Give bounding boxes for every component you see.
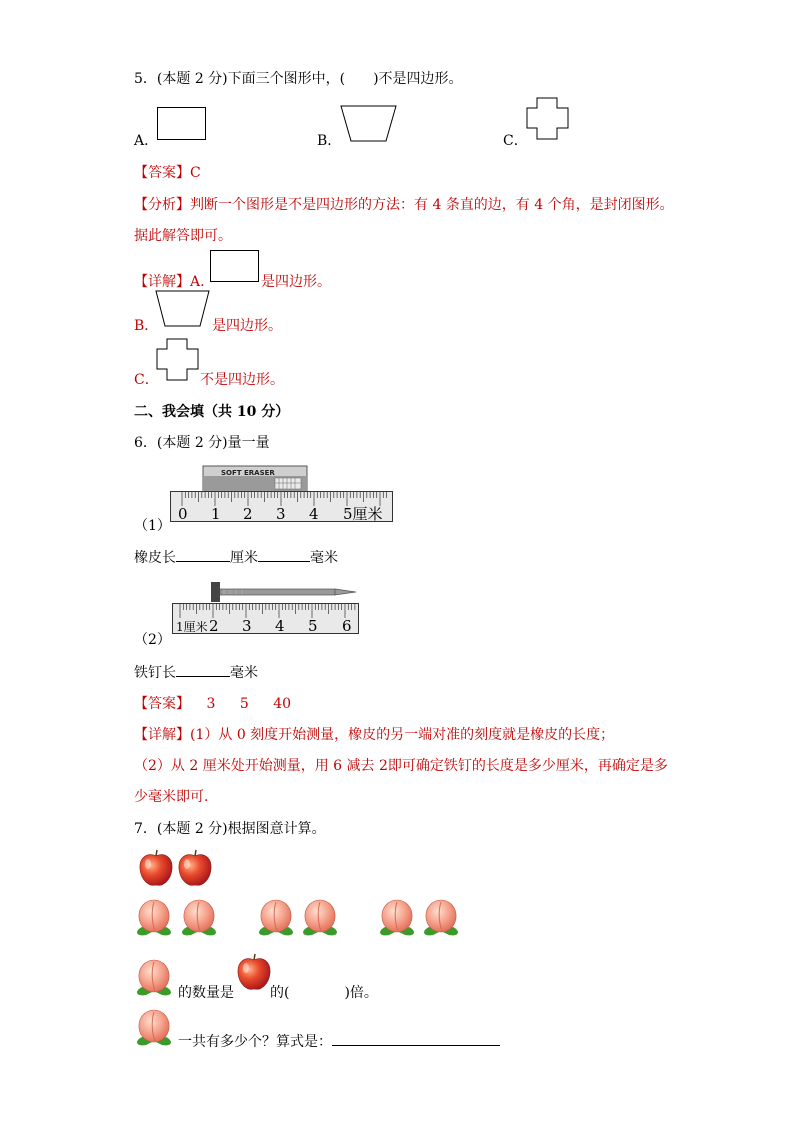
trapezoid-figure	[340, 105, 398, 143]
q6-detail-1: (1）从 0 刻度开始测量，橡皮的另一端对准的刻度就是橡皮的长度；	[190, 727, 615, 743]
q6-answer-3: 40	[273, 696, 292, 712]
nail-length-label: 铁钉长	[134, 665, 176, 681]
q6-answer-1: 3	[206, 696, 216, 712]
apple-icon	[236, 954, 274, 992]
q5-analysis-1: 判断一个图形是不是四边形的方法：有 4 条直的边，有 4 个角，是封闭图形。	[190, 197, 674, 213]
q5-option-c-label: C．	[503, 133, 528, 149]
q5-detail-b-prefix: B．	[134, 318, 159, 334]
ruler-2	[172, 603, 360, 635]
q7-line1-a: 的数量是	[178, 985, 234, 1001]
rectangle-figure	[157, 107, 207, 141]
eraser-image	[203, 466, 309, 494]
q5-analysis-2: 据此解答即可。	[134, 228, 232, 244]
nail-image	[208, 582, 358, 604]
peach-icon	[181, 897, 221, 939]
q5-option-b-label: B．	[317, 133, 342, 149]
eraser-cm-blank[interactable]	[176, 547, 230, 562]
q5-stem: 5．(本题 2 分)下面三个图形中，( )不是四边形。	[134, 71, 463, 87]
ruler-2-tick-label: 5	[308, 617, 318, 635]
q5-detail-a-suffix: 是四边形。	[261, 274, 331, 290]
ruler-2-tick-label: 2	[209, 617, 219, 635]
q7-line1-b: 的(	[270, 985, 290, 1001]
q7-stem: 7．(本题 2 分)根据图意计算。	[134, 821, 326, 837]
q5-detail-c-suffix: 不是四边形。	[200, 372, 284, 388]
ruler-1-tick-label: 5厘米	[343, 505, 383, 523]
ruler-2-tick-label: 4	[275, 617, 285, 635]
ruler-1	[170, 491, 394, 523]
eraser-mm-blank[interactable]	[258, 547, 310, 562]
eraser-cm-unit: 厘米	[230, 550, 258, 566]
q5-answer: C	[190, 165, 201, 181]
detail-cross-figure	[156, 338, 200, 382]
apple-icon	[177, 850, 215, 888]
peach-icon	[423, 897, 463, 939]
q5-analysis-tag: 【分析】	[134, 197, 190, 213]
eraser-label: SOFT ERASER	[221, 469, 275, 477]
q6-stem: 6．(本题 2 分)量一量	[134, 435, 270, 451]
ruler-1-tick-label: 1	[211, 505, 221, 523]
formula-blank[interactable]	[332, 1031, 500, 1046]
q5-detail-b-suffix: 是四边形。	[212, 318, 282, 334]
ruler-1-tick-label: 3	[276, 505, 286, 523]
ruler-2-tick-label: 3	[242, 617, 252, 635]
ruler-1-tick-label: 4	[309, 505, 319, 523]
eraser-length-label: 橡皮长	[134, 550, 176, 566]
nail-mm-unit: 毫米	[230, 665, 258, 681]
q5-detail-a-prefix: A.	[190, 274, 205, 290]
q6-figure2-label: （2）	[134, 632, 171, 648]
q6-detail-3: 少毫米即可.	[134, 789, 209, 805]
eraser-mm-unit: 毫米	[310, 550, 338, 566]
q5-option-a-label: A．	[134, 133, 159, 149]
peach-icon	[258, 897, 298, 939]
q5-answer-tag: 【答案】	[134, 165, 190, 181]
q6-detail-2: （2）从 2 厘米处开始测量，用 6 减去 2即可确定铁钉的长度是多少厘米，再确定是多	[134, 758, 668, 774]
apple-icon	[138, 850, 176, 888]
q5-detail-c-prefix: C．	[134, 372, 159, 388]
ruler-1-tick-label: 0	[178, 505, 188, 523]
q5-detail-tag: 【详解】	[134, 274, 190, 290]
peach-icon	[136, 957, 176, 999]
q6-detail-tag: 【详解】	[134, 727, 190, 743]
ruler-1-tick-label: 2	[243, 505, 253, 523]
detail-trapezoid-figure	[155, 290, 211, 328]
detail-rectangle-figure	[210, 250, 260, 283]
q6-answer-2: 5	[239, 696, 249, 712]
peach-icon	[136, 897, 176, 939]
q6-figure1-label: （1）	[134, 518, 171, 534]
nail-mm-blank[interactable]	[176, 662, 230, 677]
section-title: 二、我会填（共 10 分）	[134, 404, 290, 420]
q7-line2: 一共有多少个？算式是：	[178, 1034, 332, 1050]
q7-line1-c: )倍。	[344, 985, 378, 1001]
ruler-2-tick-label: 1厘米	[176, 620, 208, 634]
ruler-2-tick-label: 6	[342, 617, 352, 635]
peach-icon	[302, 897, 342, 939]
cross-figure	[526, 97, 570, 141]
q6-answer-tag: 【答案】	[134, 696, 190, 712]
peach-icon	[379, 897, 419, 939]
peach-icon	[136, 1007, 176, 1049]
